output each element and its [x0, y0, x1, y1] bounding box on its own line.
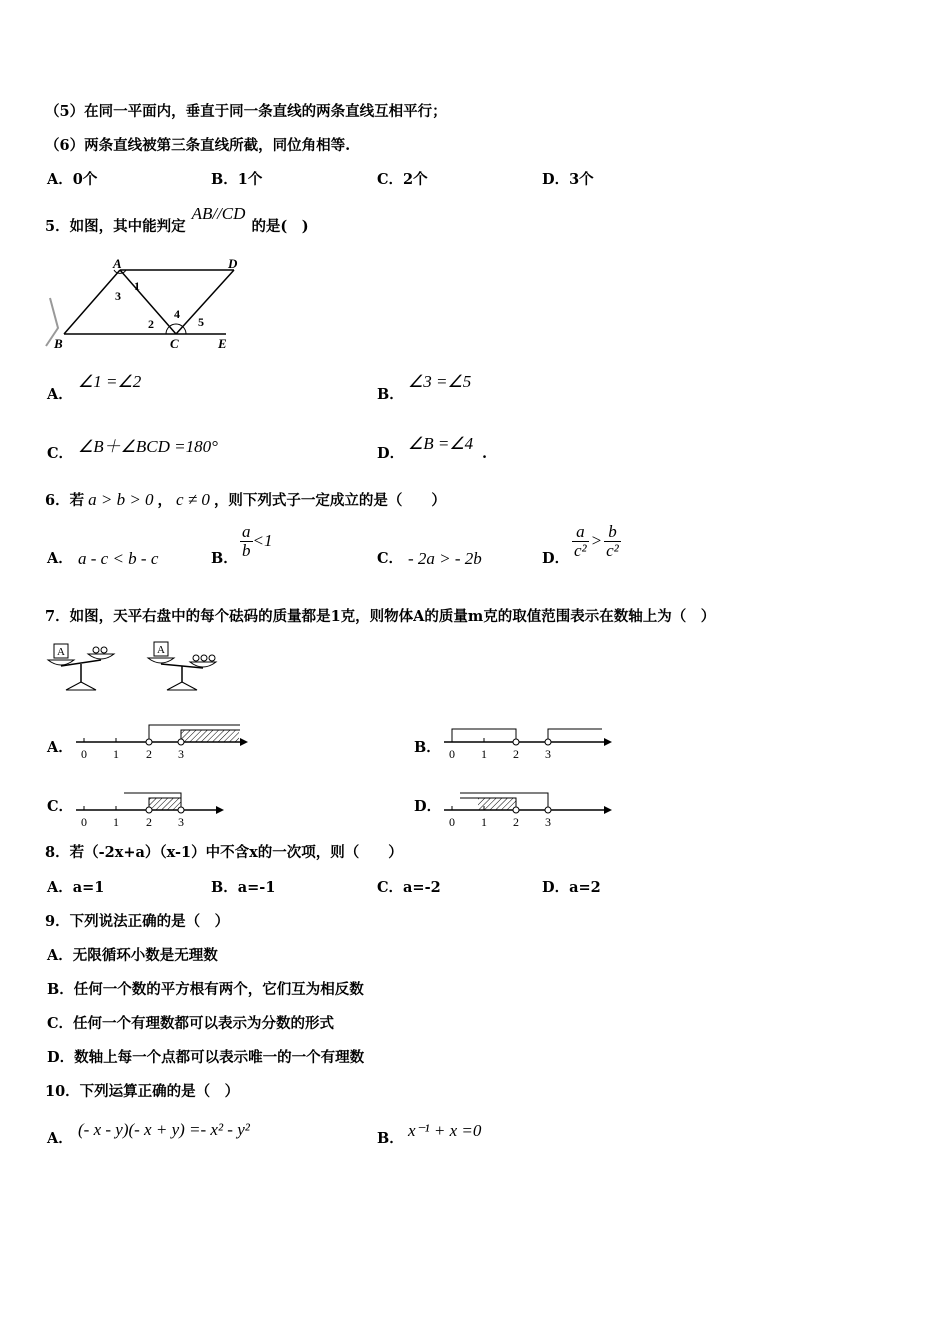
- q9-option-b: B．任何一个数的平方根有两个，它们互为相反数: [47, 981, 364, 998]
- q5-condition-math: AB//CD: [191, 204, 246, 223]
- q10-stem: 10．下列运算正确的是（ ）: [45, 1083, 240, 1100]
- q6-option-c-letter: C．: [377, 550, 404, 567]
- q5-fig-label-E: E: [218, 336, 227, 350]
- q7-b-tick-0: 0: [449, 747, 455, 761]
- q4-option-c: C．2个: [377, 171, 428, 188]
- q8-option-c: C．a=-2: [377, 879, 441, 896]
- q7-option-b-letter: B．: [414, 739, 441, 756]
- q6-d-den1: c²: [574, 541, 587, 560]
- q6-condition-1: a > b > 0: [88, 490, 154, 509]
- q5-suffix: 的是( ): [251, 218, 309, 235]
- q7-stem: 7．如图，天平右盘中的每个砝码的质量都是1克，则物体A的质量m克的取值范围表示在数轴上为（ ）: [45, 608, 716, 625]
- q6-prefix: 6．若: [45, 492, 85, 509]
- q10-option-a-math: (- x - y)(- x + y) =- x² - y²: [78, 1120, 250, 1139]
- q6-d-num2: b: [604, 523, 621, 542]
- q7-c-tick-3: 3: [178, 815, 184, 829]
- q5-fig-label-D: D: [228, 258, 238, 271]
- q9-stem: 9．下列说法正确的是（ ）: [45, 913, 230, 930]
- q5-option-b-letter: B．: [377, 386, 404, 403]
- q8-option-d: D．a=2: [542, 879, 601, 896]
- q8-stem: 8．若（-2x+a）（x-1）中不含x的一次项，则（ ）: [45, 844, 403, 861]
- q7-c-tick-0: 0: [81, 815, 87, 829]
- q4-option-a: A．0个: [47, 171, 98, 188]
- q6-stem: [45, 490, 446, 511]
- q5-option-d-math: ∠B =∠4: [408, 434, 474, 453]
- q7-option-a-numberline: [72, 718, 252, 766]
- q5-fig-angle-5: 5: [198, 315, 204, 329]
- q5-prefix: 5．如图，其中能判定: [45, 218, 186, 235]
- q6-d-num1: a: [572, 523, 589, 542]
- q6-d-relation: >: [590, 531, 603, 550]
- statement-6: （6）两条直线被第三条直线所截，同位角相等.: [45, 137, 351, 154]
- q5-option-b-math: ∠3 =∠5: [408, 372, 472, 391]
- q7-balance-1-object: A: [57, 646, 65, 658]
- q6-option-b-letter: B．: [211, 550, 238, 567]
- q7-a-tick-2: 2: [146, 747, 152, 761]
- q7-option-c-numberline: [72, 786, 232, 834]
- q5-fig-label-A: A: [113, 258, 122, 271]
- q7-d-tick-0: 0: [449, 815, 455, 829]
- q7-option-d-numberline: [440, 786, 620, 834]
- q7-b-tick-2: 2: [513, 747, 519, 761]
- q7-option-b-numberline: [440, 718, 620, 766]
- q5-option-c-letter: C．: [47, 445, 74, 462]
- q7-a-tick-3: 3: [178, 747, 184, 761]
- q6-option-a-letter: A．: [47, 550, 73, 567]
- q6-suffix: ，则下列式子一定成立的是（ ）: [213, 492, 446, 509]
- q7-balance-2: [148, 642, 216, 690]
- statement-5: （5）在同一平面内，垂直于同一条直线的两条直线互相平行；: [45, 103, 447, 120]
- q6-b-numerator: a: [242, 522, 251, 541]
- q4-option-b: B．1个: [211, 171, 263, 188]
- q9-option-a: A．无限循环小数是无理数: [47, 947, 218, 964]
- q7-balance-2-object: A: [157, 644, 165, 656]
- q5-fig-angle-3: 3: [115, 289, 121, 303]
- q6-option-d-letter: D．: [542, 550, 570, 567]
- q7-option-c-letter: C．: [47, 798, 74, 815]
- q6-sep: ，: [157, 492, 173, 509]
- q7-d-tick-1: 1: [481, 815, 487, 829]
- q5-fig-label-C: C: [170, 336, 179, 350]
- q9-option-c: C．任何一个有理数都可以表示为分数的形式: [47, 1015, 335, 1032]
- q6-d-den2: c²: [606, 541, 619, 560]
- q7-c-tick-2: 2: [146, 815, 152, 829]
- q5-option-d-tail: .: [482, 445, 488, 462]
- q6-option-a-math: a - c < b - c: [78, 549, 159, 568]
- q5-option-a-math: ∠1 =∠2: [78, 372, 142, 391]
- q7-option-a-letter: A．: [47, 739, 73, 756]
- q6-option-d-expr: [572, 523, 621, 560]
- q6-option-c-math: - 2a > - 2b: [408, 549, 482, 568]
- q10-option-a-letter: A．: [47, 1130, 73, 1147]
- q5-option-a-letter: A．: [47, 386, 73, 403]
- q7-d-tick-2: 2: [513, 815, 519, 829]
- q7-balance-figure: [44, 640, 234, 696]
- q5-stem: [45, 204, 309, 237]
- q5-figure: [44, 258, 254, 350]
- q5-option-d-letter: D．: [377, 445, 405, 462]
- q5-fig-label-B: B: [54, 336, 63, 350]
- q5-fig-angle-2: 2: [148, 317, 154, 331]
- q9-option-d: D．数轴上每一个点都可以表示唯一的一个有理数: [47, 1049, 365, 1066]
- q10-option-b-math: x⁻¹ + x =0: [408, 1121, 482, 1140]
- q8-option-b: B．a=-1: [211, 879, 276, 896]
- q6-b-relation: <1: [252, 531, 273, 550]
- q6-option-b-expr: [240, 523, 272, 560]
- q7-option-d-letter: D．: [414, 798, 442, 815]
- q7-a-tick-1: 1: [113, 747, 119, 761]
- q5-fig-angle-4: 4: [174, 307, 180, 321]
- q5-fig-angle-1: 1: [134, 279, 140, 293]
- q7-balance-1: [48, 644, 114, 690]
- q7-b-tick-1: 1: [481, 747, 487, 761]
- q10-option-b-letter: B．: [377, 1130, 404, 1147]
- q7-b-tick-3: 3: [545, 747, 551, 761]
- q7-d-tick-3: 3: [545, 815, 551, 829]
- q7-a-tick-0: 0: [81, 747, 87, 761]
- q6-condition-2: c ≠ 0: [176, 490, 210, 509]
- q4-option-d: D．3个: [542, 171, 594, 188]
- q6-b-denominator: b: [242, 541, 251, 560]
- q8-option-a: A．a=1: [47, 879, 105, 896]
- q7-c-tick-1: 1: [113, 815, 119, 829]
- q5-option-c-math: ∠B＋∠BCD =180°: [78, 437, 218, 456]
